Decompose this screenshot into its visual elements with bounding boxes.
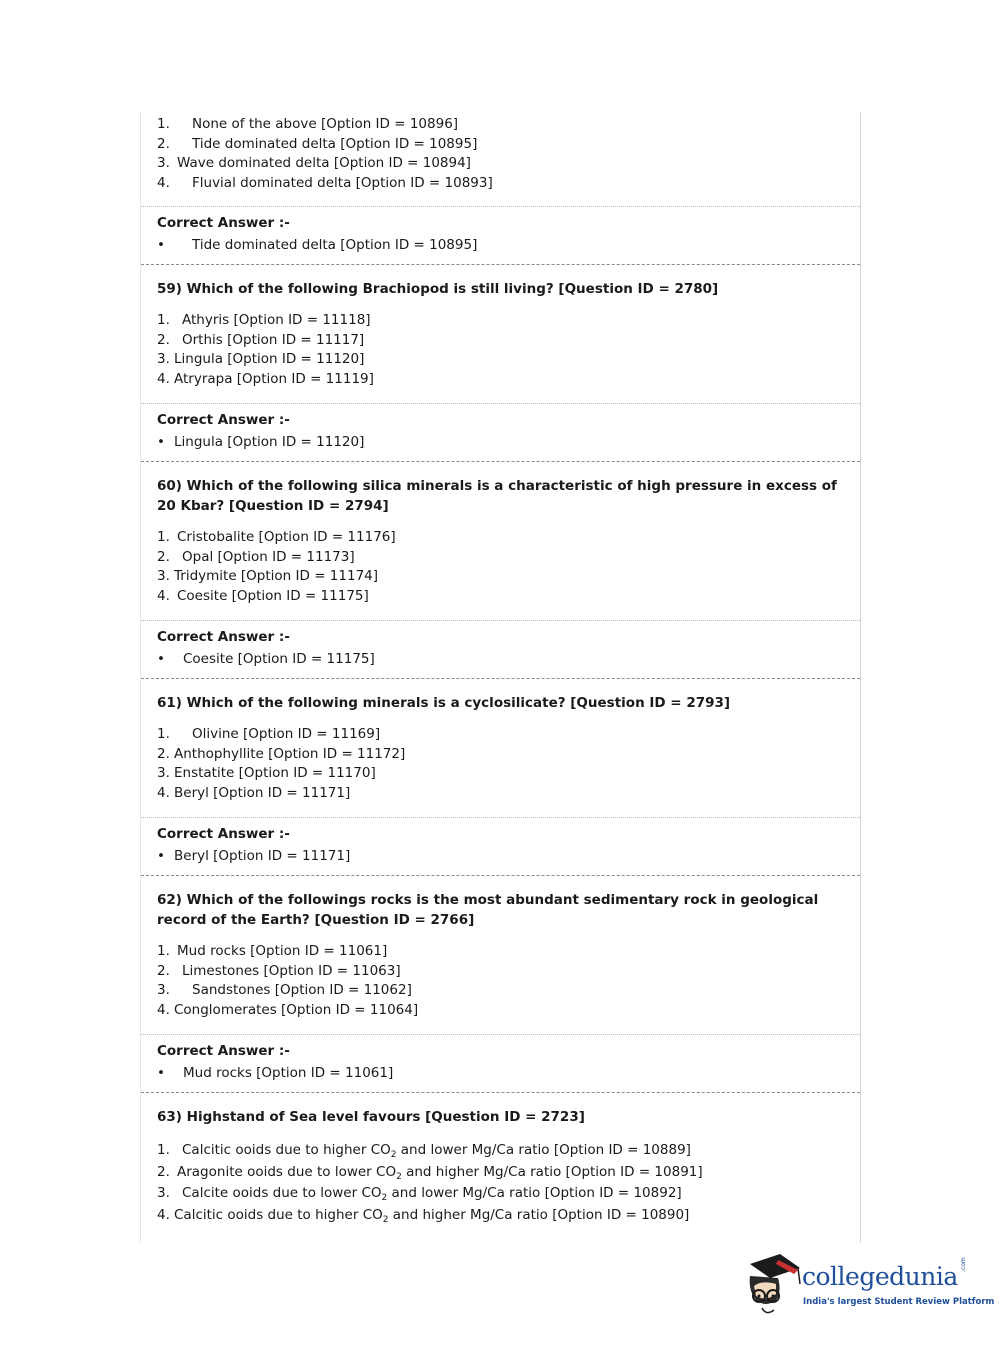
option-text: Orthis [Option ID = 11117] — [182, 331, 365, 348]
question-58-continued — [141, 112, 860, 265]
option-item — [157, 370, 844, 390]
option-item — [157, 567, 844, 587]
mascot-icon — [742, 1250, 804, 1320]
question-title: 60) Which of the following silica minerals is a characteristic of high pressure in excess of 20 Kbar? [Question ID = 2794] — [157, 478, 837, 514]
option-list — [157, 713, 844, 803]
question-block — [141, 679, 860, 876]
option-item — [157, 725, 844, 745]
logo-wordmark: collegedunia — [802, 1262, 958, 1291]
correct-answer-text: Mud rocks [Option ID = 11061] — [183, 1065, 394, 1081]
question-list — [141, 265, 860, 1093]
spacer — [157, 389, 844, 403]
option-item — [157, 1183, 844, 1205]
option-text: Aragonite ooids due to lower CO — [177, 1163, 397, 1180]
spacer — [157, 803, 844, 817]
option-text-rest: and lower Mg/Ca ratio [Option ID = 10892] — [387, 1185, 682, 1201]
option-list — [141, 112, 860, 193]
option-list — [157, 930, 844, 1020]
question-block — [141, 462, 860, 679]
correct-answer-item — [157, 430, 860, 454]
option-item — [157, 154, 860, 174]
correct-answer-box — [141, 1034, 860, 1093]
option-item — [157, 548, 844, 568]
option-list — [157, 299, 844, 389]
option-text-rest: and lower Mg/Ca ratio [Option ID = 10889] — [396, 1142, 691, 1158]
option-item — [157, 1001, 844, 1021]
option-item — [157, 962, 844, 982]
correct-answer-text: Coesite [Option ID = 11175] — [183, 651, 375, 667]
bullet-icon: • — [157, 434, 165, 450]
bullet-icon: • — [157, 237, 165, 253]
question — [141, 876, 860, 1034]
correct-answer-item — [157, 647, 860, 671]
option-text: Athyris [Option ID = 11118] — [182, 312, 371, 328]
spacer — [157, 606, 844, 620]
option-number: 1. — [157, 943, 170, 959]
option-number: 3. — [157, 1185, 170, 1201]
option-subscript: 2 — [396, 1171, 402, 1182]
option-text: Wave dominated delta [Option ID = 10894] — [177, 155, 471, 171]
logo-suffix: .com — [960, 1257, 967, 1272]
question-title: 61) Which of the following minerals is a cyclosilicate? [Question ID = 2793] — [157, 695, 731, 711]
question-title: 59) Which of the following Brachiopod is still living? [Question ID = 2780] — [157, 281, 719, 297]
option-number: 4. — [157, 1001, 170, 1018]
correct-answer-label: Correct Answer :- — [157, 629, 290, 645]
option-text: Calcitic ooids due to higher CO — [182, 1142, 391, 1158]
option-number: 2. — [157, 548, 170, 565]
option-subscript: 2 — [390, 1150, 397, 1160]
option-item — [157, 1162, 844, 1184]
option-item — [157, 745, 844, 765]
option-number: 1. — [157, 116, 170, 132]
correct-answer-box — [141, 620, 860, 679]
option-number: 2. — [157, 331, 170, 348]
correct-answer-label: Correct Answer :- — [157, 826, 290, 842]
option-item — [157, 174, 860, 194]
question — [141, 679, 860, 817]
option-text: Beryl [Option ID = 11171] — [174, 784, 351, 801]
option-text: Atryrapa [Option ID = 11119] — [174, 370, 374, 387]
logo-tagline: India's largest Student Review Platform — [803, 1297, 995, 1307]
option-text-rest: and higher Mg/Ca ratio [Option ID = 10890] — [388, 1206, 690, 1223]
option-number: 1. — [157, 1142, 170, 1158]
question-block — [141, 265, 860, 462]
exam-sheet — [140, 112, 861, 1243]
option-text: Coesite [Option ID = 11175] — [177, 587, 369, 604]
correct-answer-box — [141, 206, 860, 265]
bullet-icon: • — [157, 848, 165, 864]
option-text: Cristobalite [Option ID = 11176] — [177, 529, 396, 545]
question-title: 62) Which of the followings rocks is the most abundant sedimentary rock in geological record of the Earth? [Question ID = 2766] — [157, 892, 819, 928]
option-number: 3. — [157, 568, 170, 584]
option-text: Calcitic ooids due to higher CO — [174, 1206, 383, 1223]
option-item — [157, 942, 844, 962]
spacer — [141, 193, 860, 206]
correct-answer-text: Beryl [Option ID = 11171] — [174, 848, 351, 864]
option-subscript: 2 — [382, 1214, 389, 1225]
option-number: 3. — [157, 982, 170, 998]
bullet-icon: • — [157, 1065, 165, 1081]
option-list — [157, 1127, 844, 1226]
question — [141, 462, 860, 620]
correct-answer-label: Correct Answer :- — [157, 1043, 290, 1059]
option-item — [157, 135, 860, 155]
correct-answer-box — [141, 403, 860, 462]
correct-answer-text: Tide dominated delta [Option ID = 10895] — [192, 237, 478, 253]
bullet-icon: • — [157, 651, 165, 667]
option-number: 4. — [157, 587, 170, 604]
option-text: Mud rocks [Option ID = 11061] — [177, 943, 388, 959]
option-subscript: 2 — [381, 1193, 388, 1203]
question-title: 63) Highstand of Sea level favours [Question ID = 2723] — [157, 1109, 585, 1125]
correct-answer-label: Correct Answer :- — [157, 215, 290, 231]
correct-answer-item — [157, 844, 860, 868]
option-number: 4. — [157, 784, 170, 801]
option-text: Tridymite [Option ID = 11174] — [174, 568, 379, 584]
option-item — [157, 1205, 844, 1227]
option-item — [157, 528, 844, 548]
option-item — [157, 784, 844, 804]
correct-answer-item — [157, 233, 860, 257]
correct-answer-label: Correct Answer :- — [157, 412, 290, 428]
option-number: 2. — [157, 1163, 170, 1180]
option-number: 2. — [157, 135, 170, 152]
option-number: 3. — [157, 155, 170, 171]
option-item — [157, 311, 844, 331]
option-list — [157, 516, 844, 606]
question-63 — [141, 1093, 860, 1226]
option-text: Anthophyllite [Option ID = 11172] — [174, 745, 406, 762]
option-item — [157, 764, 844, 784]
spacer — [157, 1020, 844, 1034]
option-number: 4. — [157, 1206, 170, 1223]
option-text: Calcite ooids due to lower CO — [182, 1185, 382, 1201]
option-text: Limestones [Option ID = 11063] — [182, 962, 401, 979]
option-text-rest: and higher Mg/Ca ratio [Option ID = 10891] — [401, 1163, 703, 1180]
option-text: Sandstones [Option ID = 11062] — [192, 982, 412, 998]
option-number: 4. — [157, 174, 170, 191]
option-text: Tide dominated delta [Option ID = 10895] — [192, 135, 478, 152]
option-number: 3. — [157, 351, 170, 367]
option-item — [157, 331, 844, 351]
option-item — [157, 115, 860, 135]
option-text: None of the above [Option ID = 10896] — [192, 116, 459, 132]
collegedunia-logo — [742, 1250, 995, 1320]
option-text: Conglomerates [Option ID = 11064] — [174, 1001, 419, 1018]
option-item — [157, 350, 844, 370]
option-number: 1. — [157, 529, 170, 545]
question-block — [141, 876, 860, 1093]
option-item — [157, 1140, 844, 1162]
correct-answer-item — [157, 1061, 860, 1085]
option-number: 1. — [157, 312, 170, 328]
option-number: 3. — [157, 765, 170, 781]
option-text: Opal [Option ID = 11173] — [182, 548, 355, 565]
option-number: 2. — [157, 962, 170, 979]
option-item — [157, 587, 844, 607]
option-text: Lingula [Option ID = 11120] — [174, 351, 365, 367]
option-text: Olivine [Option ID = 11169] — [192, 726, 381, 742]
option-item — [157, 981, 844, 1001]
option-number: 1. — [157, 726, 170, 742]
option-number: 4. — [157, 370, 170, 387]
correct-answer-text: Lingula [Option ID = 11120] — [174, 434, 365, 450]
correct-answer-box — [141, 817, 860, 876]
option-text: Fluvial dominated delta [Option ID = 10893] — [192, 174, 493, 191]
option-number: 2. — [157, 745, 170, 762]
question — [141, 265, 860, 403]
option-text: Enstatite [Option ID = 11170] — [174, 765, 376, 781]
